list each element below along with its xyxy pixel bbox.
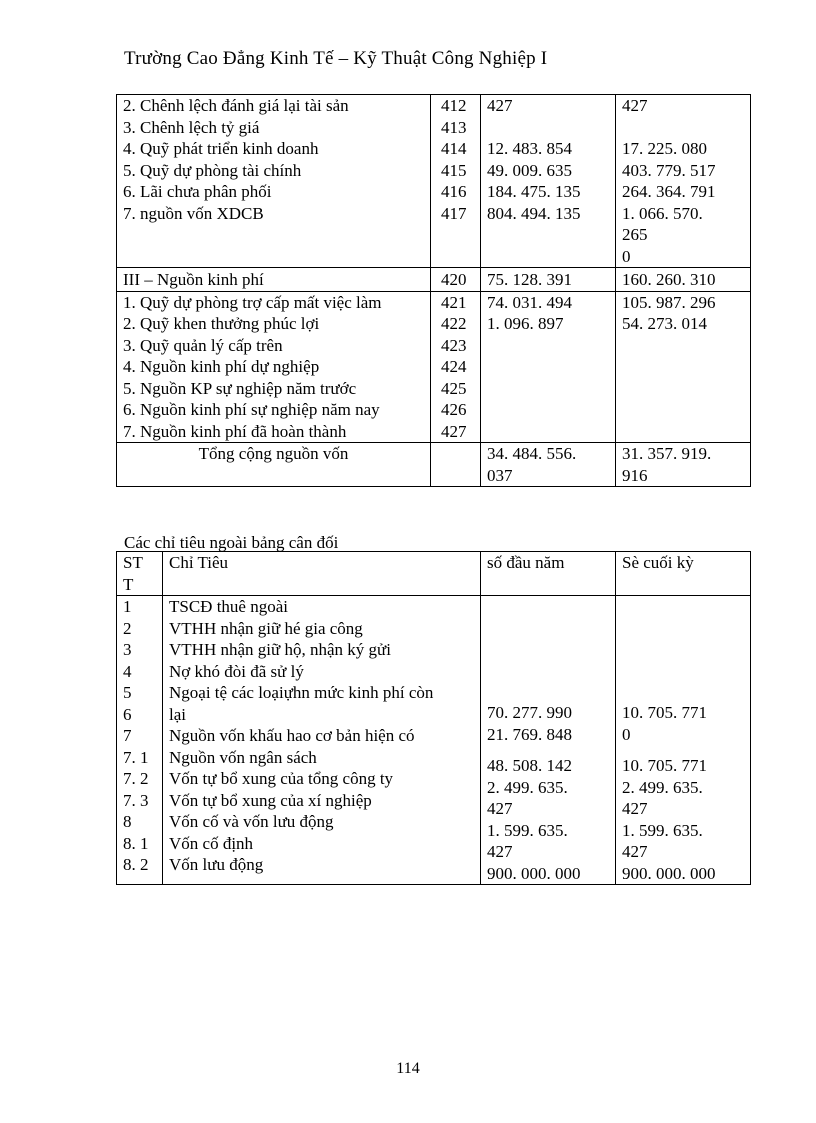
names-cell [163, 596, 481, 885]
balance-table [116, 94, 751, 487]
off-balance-table [116, 551, 751, 885]
value-text: 105. 987. 296 [622, 292, 716, 312]
value-text: 1. 599. 635. [487, 820, 568, 840]
item-code: 424 [441, 357, 467, 376]
value-text: 1. 066. 570. [622, 203, 703, 223]
value-text: 10. 705. 771 [622, 703, 707, 722]
value-text: 0 [622, 246, 631, 266]
item-label: 3. Quỹ quản lý cấp trên [123, 335, 283, 355]
item-label: 6. Lãi chưa phân phối [123, 182, 272, 201]
table-row [117, 443, 751, 487]
item-label: VTHH nhận giữ hộ, nhận ký gửi [169, 640, 391, 659]
value-text: 1. 096. 897 [487, 314, 564, 333]
value-text: 403. 779. 517 [622, 160, 716, 180]
document-header: Trường Cao Đẳng Kinh Tế – Kỹ Thuật Công Nghiệp I [124, 48, 548, 69]
header-name: Chỉ Tiêu [163, 552, 481, 596]
value-text: 0 [622, 724, 631, 744]
value-text: 31. 357. 919. [622, 444, 712, 463]
value-text: 21. 769. 848 [487, 724, 572, 744]
item-code: 416 [441, 182, 467, 201]
header-begin: số đầu năm [481, 552, 616, 596]
value-text: 2. 499. 635. [622, 777, 703, 797]
item-label: 4. Nguồn kinh phí dự nghiệp [123, 357, 320, 376]
item-label: 6. Nguồn kinh phí sự nghiệp năm nay [123, 400, 380, 419]
section-name: III – Nguồn kinh phí [117, 268, 431, 292]
item-code: 417 [441, 203, 467, 223]
begin-values-cell [481, 95, 616, 268]
end-values-cell [616, 596, 751, 885]
begin-values-cell [481, 596, 616, 885]
item-code: 421 [441, 292, 467, 312]
item-code: 423 [441, 335, 467, 355]
table-header-row [117, 552, 751, 596]
value-text: 54. 273. 014 [622, 314, 707, 333]
item-code: 412 [441, 96, 467, 115]
value-text [487, 117, 609, 139]
section-begin: 75. 128. 391 [481, 268, 616, 292]
item-label: Vốn tự bổ xung của xí nghiệp [169, 790, 372, 810]
value-text: 184. 475. 135 [487, 182, 581, 201]
total-label: Tổng cộng nguồn vốn [117, 443, 431, 487]
total-end [616, 443, 751, 487]
value-text: 427 [622, 799, 648, 818]
value-text: 037 [487, 465, 513, 485]
value-text: 427 [622, 842, 648, 861]
item-label: 5. Nguồn KP sự nghiệp năm trước [123, 378, 357, 398]
item-label: 7. Nguồn kinh phí đã hoàn thành [123, 421, 347, 441]
stt-cell: 1 2 3 4 5 6 7 7. 1 7. 2 7. 3 8 8. 1 8. 2 [117, 596, 163, 885]
section-code: 420 [431, 268, 481, 292]
end-values-cell [616, 95, 751, 268]
begin-values-cell [481, 291, 616, 443]
value-text: 427 [487, 842, 513, 861]
value-text: 2. 499. 635. [487, 777, 568, 797]
value-text: 264. 364. 791 [622, 182, 716, 201]
value-text: 17. 225. 080 [622, 139, 707, 158]
total-begin [481, 443, 616, 487]
items-cell [117, 291, 431, 443]
item-label: Vốn lưu động [169, 855, 264, 874]
value-text: 900. 000. 000 [487, 863, 581, 883]
codes-cell [431, 95, 481, 268]
value-text: 900. 000. 000 [622, 863, 716, 883]
value-text: 427 [487, 799, 513, 818]
value-text [487, 745, 609, 755]
item-label: Nguồn vốn ngân sách [169, 747, 317, 767]
item-code: 413 [441, 117, 467, 137]
table-row [117, 291, 751, 443]
end-values-cell [616, 291, 751, 443]
value-text: 10. 705. 771 [622, 756, 707, 775]
codes-cell [431, 291, 481, 443]
value-text: 427 [622, 96, 648, 115]
value-text: 70. 277. 990 [487, 703, 572, 722]
value-text: 49. 009. 635 [487, 160, 572, 180]
header-stt: ST T [117, 552, 163, 596]
section-end: 160. 260. 310 [616, 268, 751, 292]
item-code: 427 [441, 421, 467, 441]
item-label: 7. nguồn vốn XDCB [123, 203, 264, 223]
item-label: 1. Quỹ dự phòng trợ cấp mất việc làm [123, 292, 382, 312]
item-code: 415 [441, 160, 467, 180]
item-label: lại [169, 704, 186, 724]
item-code: 426 [441, 400, 467, 419]
value-text [622, 745, 744, 755]
value-text: 12. 483. 854 [487, 139, 572, 158]
item-label: 2. Quỹ khen thưởng phúc lợi [123, 314, 320, 333]
item-label: 4. Quỹ phát triển kinh doanh [123, 139, 319, 158]
header-end: Sè cuối kỳ [616, 552, 751, 596]
value-text: 1. 599. 635. [622, 820, 703, 840]
item-label: 2. Chênh lệch đánh giá lại tài sản [123, 96, 349, 115]
item-label: TSCĐ thuê ngoài [169, 597, 288, 616]
value-text: 804. 494. 135 [487, 203, 581, 223]
value-text: 265 [622, 225, 648, 244]
item-code: 422 [441, 314, 467, 333]
section-caption: Các chỉ tiêu ngoài bảng cân đối [124, 533, 339, 552]
item-label: 3. Chênh lệch tỷ giá [123, 117, 260, 137]
page-number: 114 [396, 1060, 420, 1077]
item-label: VTHH nhận giữ hé gia công [169, 618, 363, 638]
value-text: 74. 031. 494 [487, 292, 572, 312]
item-label: Ngoại tệ các loạiựhn mức kinh phí còn [169, 683, 434, 702]
value-text [622, 117, 744, 139]
item-label: Vốn tự bổ xung của tổng công ty [169, 769, 394, 788]
item-label: Nợ khó đòi đã sử lý [169, 661, 304, 681]
value-text: 48. 508. 142 [487, 756, 572, 775]
item-label: Vốn cố và vốn lưu động [169, 812, 334, 831]
table-row [117, 596, 751, 885]
items-cell [117, 95, 431, 268]
value-text: 427 [487, 96, 513, 115]
total-code [431, 443, 481, 487]
value-text: 34. 484. 556. [487, 444, 577, 463]
table-row [117, 95, 751, 268]
value-text: 916 [622, 465, 648, 485]
item-code: 414 [441, 139, 467, 158]
item-code: 425 [441, 378, 467, 398]
table-row [117, 268, 751, 292]
item-label: Vốn cố định [169, 833, 254, 853]
item-label: 5. Quỹ dự phòng tài chính [123, 160, 302, 180]
item-label: Nguồn vốn khấu hao cơ bản hiện có [169, 726, 415, 745]
